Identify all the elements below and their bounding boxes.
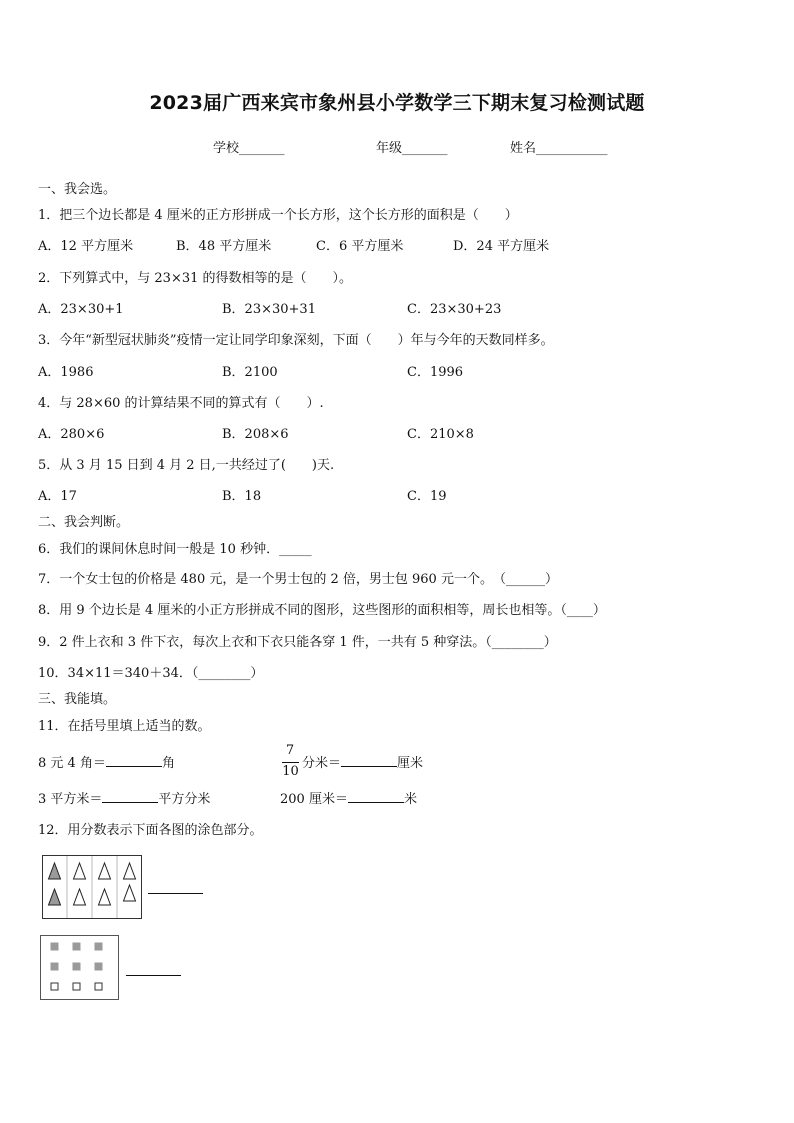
q11-item-3-blank[interactable] bbox=[102, 790, 158, 803]
q11-item-4-unit: 米 bbox=[403, 792, 417, 807]
figure-1-answer-line[interactable] bbox=[148, 893, 203, 894]
shaded-triangle bbox=[49, 863, 61, 879]
question-3-option-a[interactable]: A．1986 bbox=[38, 365, 94, 380]
section-heading-fill: 三、我能填。 bbox=[38, 692, 117, 707]
question-3-option-c[interactable]: C．1996 bbox=[407, 365, 464, 380]
figure-2-answer-line[interactable] bbox=[126, 975, 181, 976]
question-6: 6．我们的课间休息时间一般是 10 秒钟．_____ bbox=[38, 542, 312, 557]
question-4-option-c[interactable]: C．210×8 bbox=[407, 427, 474, 442]
name-field[interactable]: 姓名___________ bbox=[510, 141, 608, 156]
triangle bbox=[124, 863, 136, 879]
question-10: 10．34×11＝340＋34．（________） bbox=[38, 666, 264, 681]
square bbox=[73, 983, 80, 990]
question-2-stem: 2．下列算式中，与 23×31 的得数相等的是（ ）。 bbox=[38, 271, 353, 286]
page-title: 2023届广西来宾市象州县小学数学三下期末复习检测试题 bbox=[149, 92, 645, 114]
triangle bbox=[99, 889, 111, 905]
triangle-figure bbox=[42, 855, 142, 920]
question-11-stem: 11．在括号里填上适当的数。 bbox=[38, 719, 211, 734]
shaded-square bbox=[51, 963, 58, 970]
q11-item-1-unit: 角 bbox=[161, 756, 175, 771]
triangle bbox=[99, 863, 111, 879]
question-2-option-b[interactable]: B．23×30+31 bbox=[222, 302, 316, 317]
triangle bbox=[74, 889, 86, 905]
q11-item-3-prefix: 3 平方米＝ bbox=[38, 792, 103, 807]
q11-item-1-blank[interactable] bbox=[106, 754, 162, 767]
question-5-option-a[interactable]: A．17 bbox=[38, 489, 77, 504]
question-9: 9．2 件上衣和 3 件下衣，每次上衣和下衣只能各穿 1 件，一共有 5 种穿法。（________） bbox=[38, 635, 557, 650]
square bbox=[95, 983, 102, 990]
q11-item-4-prefix: 200 厘米＝ bbox=[280, 792, 348, 807]
question-1-option-c[interactable]: C．6 平方厘米 bbox=[316, 239, 404, 254]
question-5-option-b[interactable]: B．18 bbox=[222, 489, 262, 504]
shaded-square bbox=[95, 963, 102, 970]
q11-item-1 bbox=[38, 754, 175, 773]
question-7: 7．一个女士包的价格是 480 元，是一个男士包的 2 倍，男士包 960 元一个。 （______） bbox=[38, 572, 558, 587]
question-3-option-b[interactable]: B．2100 bbox=[222, 365, 278, 380]
question-1-option-a[interactable]: A．12 平方厘米 bbox=[38, 239, 134, 254]
question-3-stem: 3．今年“新型冠状肺炎”疫情一定让同学印象深刻，下面（ ）年与今年的天数同样多。 bbox=[38, 333, 554, 348]
fraction-denominator: 10 bbox=[282, 764, 299, 779]
question-5-stem: 5．从 3 月 15 日到 4 月 2 日,一共经过了( )天. bbox=[38, 458, 335, 473]
question-4-stem: 4．与 28×60 的计算结果不同的算式有（ ）. bbox=[38, 396, 324, 411]
square bbox=[51, 983, 58, 990]
q11-item-2-unit: 分米＝ bbox=[302, 756, 342, 771]
q11-item-2 bbox=[302, 754, 423, 773]
q11-item-4-blank[interactable] bbox=[348, 790, 404, 803]
triangle bbox=[74, 863, 86, 879]
question-4-option-a[interactable]: A．280×6 bbox=[38, 427, 105, 442]
triangle bbox=[124, 885, 136, 901]
q11-item-2-blank[interactable] bbox=[341, 754, 397, 767]
q11-item-3-unit: 平方分米 bbox=[158, 792, 211, 807]
question-1-stem: 1．把三个边长都是 4 厘米的正方形拼成一个长方形，这个长方形的面积是（ ） bbox=[38, 208, 518, 223]
section-heading-choice: 一、我会选。 bbox=[38, 182, 117, 197]
square-figure bbox=[40, 935, 120, 1001]
question-1-option-b[interactable]: B．48 平方厘米 bbox=[176, 239, 272, 254]
fraction-bar bbox=[282, 762, 299, 763]
q11-item-1-prefix: 8 元 4 角＝ bbox=[38, 756, 106, 771]
question-4-option-b[interactable]: B．208×6 bbox=[222, 427, 289, 442]
question-2-option-c[interactable]: C．23×30+23 bbox=[407, 302, 502, 317]
question-1-option-d[interactable]: D．24 平方厘米 bbox=[453, 239, 550, 254]
shaded-triangle bbox=[49, 889, 61, 905]
q11-item-4 bbox=[280, 790, 417, 809]
section-heading-judge: 二、我会判断。 bbox=[38, 515, 130, 530]
question-5-option-c[interactable]: C．19 bbox=[407, 489, 447, 504]
q11-item-2-result-unit: 厘米 bbox=[397, 756, 424, 771]
fraction-numerator: 7 bbox=[285, 743, 295, 758]
shaded-square bbox=[51, 943, 58, 950]
shaded-square bbox=[95, 943, 102, 950]
q11-item-3 bbox=[38, 790, 210, 809]
school-field[interactable]: 学校_______ bbox=[213, 141, 285, 156]
shaded-square bbox=[73, 963, 80, 970]
question-12-stem: 12．用分数表示下面各图的涂色部分。 bbox=[38, 823, 263, 838]
question-8: 8．用 9 个边长是 4 厘米的小正方形拼成不同的图形，这些图形的面积相等，周长也相等。（____） bbox=[38, 603, 606, 618]
question-2-option-a[interactable]: A．23×30+1 bbox=[38, 302, 124, 317]
shaded-square bbox=[73, 943, 80, 950]
grade-field[interactable]: 年级_______ bbox=[376, 141, 448, 156]
